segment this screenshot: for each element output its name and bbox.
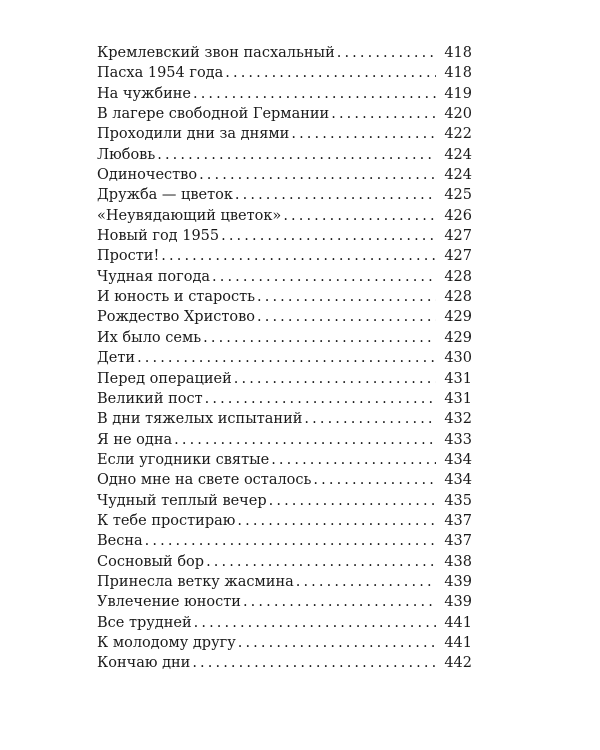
toc-entry <box>97 615 472 635</box>
toc-entry <box>97 147 472 167</box>
dot-leader <box>205 391 436 407</box>
toc-entry-title: Чудная погода <box>97 268 211 285</box>
toc-entry-page-number: 439 <box>444 594 472 611</box>
toc-entry-page-number: 420 <box>444 106 472 123</box>
toc-entry <box>97 106 472 126</box>
toc-entry-title: Сосновый бор <box>97 553 205 570</box>
toc-entry-page-number: 428 <box>444 268 472 285</box>
toc-entry <box>97 208 472 228</box>
dot-leader <box>283 208 436 224</box>
toc-entry <box>97 371 472 391</box>
toc-entry-page-number: 429 <box>444 309 472 326</box>
toc-entry-title: Я не одна <box>97 431 173 448</box>
toc-entry-title: Любовь <box>97 146 156 163</box>
dot-leader <box>225 65 436 81</box>
toc-entry <box>97 635 472 655</box>
toc-entry-page-number: 439 <box>444 573 472 590</box>
toc-entry-title: Кремлевский звон пасхальный <box>97 45 335 61</box>
toc-entry-page-number: 426 <box>444 207 472 224</box>
dot-leader <box>337 45 436 61</box>
toc-entry <box>97 472 472 492</box>
toc-entry <box>97 86 472 106</box>
toc-entry-title: К тебе простираю <box>97 512 236 529</box>
toc-entry-page-number: 438 <box>444 553 472 570</box>
toc-entry <box>97 289 472 309</box>
toc-entry <box>97 411 472 431</box>
dot-leader <box>194 615 436 631</box>
dot-leader <box>203 330 436 346</box>
toc-entry-page-number: 418 <box>444 45 472 61</box>
dot-leader <box>193 86 436 102</box>
toc-entry-title: К молодому другу <box>97 634 236 651</box>
toc-entry <box>97 452 472 472</box>
dot-leader <box>145 533 436 549</box>
toc-entry-title: И юность и старость <box>97 289 256 306</box>
dot-leader <box>257 309 436 325</box>
toc-entry-title: Весна <box>97 533 143 550</box>
toc-entry <box>97 574 472 594</box>
toc-entry <box>97 167 472 187</box>
toc-entry <box>97 45 472 65</box>
toc-entry <box>97 269 472 289</box>
toc-entry-title: Рождество Христово <box>97 309 256 326</box>
dot-leader <box>221 228 436 244</box>
toc-entry-page-number: 427 <box>444 248 472 265</box>
dot-leader <box>137 350 436 366</box>
table-of-contents <box>97 45 472 676</box>
toc-entry-page-number: 425 <box>444 187 472 204</box>
toc-entry-title: Если угодники святые <box>97 451 270 468</box>
toc-entry-title: Одиночество <box>97 167 198 184</box>
toc-entry-page-number: 437 <box>444 512 472 529</box>
toc-entry-title: Чудный теплый вечер <box>97 492 267 509</box>
dot-leader <box>271 452 436 468</box>
dot-leader <box>313 472 436 488</box>
dot-leader <box>243 594 436 610</box>
toc-entry-page-number: 419 <box>444 85 472 102</box>
toc-entry-title: Проходили дни за днями <box>97 126 290 143</box>
dot-leader <box>161 248 436 264</box>
dot-leader <box>206 554 436 570</box>
dot-leader <box>157 147 436 163</box>
toc-entry-title: Дети <box>97 350 136 367</box>
dot-leader <box>234 371 436 387</box>
toc-entry <box>97 391 472 411</box>
toc-entry-page-number: 437 <box>444 533 472 550</box>
toc-entry-title: Перед операцией <box>97 370 232 387</box>
toc-entry-title: Прости! <box>97 248 160 265</box>
toc-entry-page-number: 441 <box>444 634 472 651</box>
toc-entry-page-number: 433 <box>444 431 472 448</box>
toc-entry <box>97 594 472 614</box>
toc-entry-page-number: 427 <box>444 228 472 245</box>
toc-entry <box>97 533 472 553</box>
toc-entry-title: Кончаю дни <box>97 655 191 672</box>
dot-leader <box>296 574 436 590</box>
dot-leader <box>269 493 436 509</box>
toc-entry-title: В лагере свободной Германии <box>97 106 330 123</box>
toc-entry-page-number: 441 <box>444 614 472 631</box>
toc-entry-page-number: 431 <box>444 370 472 387</box>
toc-entry-page-number: 424 <box>444 146 472 163</box>
dot-leader <box>331 106 436 122</box>
dot-leader <box>235 187 436 203</box>
toc-entry-title: Новый год 1955 <box>97 228 220 245</box>
toc-entry-title: Их было семь <box>97 329 202 346</box>
toc-entry-title: Великий пост <box>97 390 203 407</box>
dot-leader <box>257 289 436 305</box>
toc-entry-page-number: 424 <box>444 167 472 184</box>
toc-entry-page-number: 434 <box>444 451 472 468</box>
dot-leader <box>174 432 436 448</box>
toc-entry-title: Дружба — цветок <box>97 187 233 204</box>
toc-entry <box>97 655 472 675</box>
toc-entry-page-number: 431 <box>444 390 472 407</box>
dot-leader <box>199 167 436 183</box>
dot-leader <box>192 655 436 671</box>
toc-entry <box>97 513 472 533</box>
dot-leader <box>238 635 436 651</box>
toc-entry <box>97 248 472 268</box>
dot-leader <box>291 126 436 142</box>
toc-entry-page-number: 435 <box>444 492 472 509</box>
toc-entry <box>97 493 472 513</box>
toc-entry-page-number: 434 <box>444 472 472 489</box>
toc-entry <box>97 65 472 85</box>
dot-leader <box>304 411 436 427</box>
toc-entry-page-number: 432 <box>444 411 472 428</box>
toc-entry <box>97 350 472 370</box>
toc-entry-page-number: 430 <box>444 350 472 367</box>
toc-entry <box>97 228 472 248</box>
toc-entry-title: Пасха 1954 года <box>97 65 224 82</box>
dot-leader <box>237 513 436 529</box>
toc-entry-title: Принесла ветку жасмина <box>97 573 294 590</box>
toc-entry-page-number: 429 <box>444 329 472 346</box>
toc-entry-title: «Неувядающий цветок» <box>97 207 282 224</box>
toc-entry <box>97 554 472 574</box>
dot-leader <box>212 269 436 285</box>
toc-entry-title: В дни тяжелых испытаний <box>97 411 303 428</box>
toc-entry-title: Увлечение юности <box>97 594 241 611</box>
toc-entry <box>97 432 472 452</box>
toc-entry-title: Все трудней <box>97 614 192 631</box>
toc-entry <box>97 187 472 207</box>
toc-entry-page-number: 422 <box>444 126 472 143</box>
toc-entry-page-number: 428 <box>444 289 472 306</box>
toc-entry <box>97 126 472 146</box>
toc-entry-title: Одно мне на свете осталось <box>97 472 312 489</box>
toc-entry-page-number: 442 <box>444 655 472 672</box>
toc-entry <box>97 330 472 350</box>
toc-entry-page-number: 418 <box>444 65 472 82</box>
toc-entry <box>97 309 472 329</box>
toc-entry-title: На чужбине <box>97 85 191 102</box>
